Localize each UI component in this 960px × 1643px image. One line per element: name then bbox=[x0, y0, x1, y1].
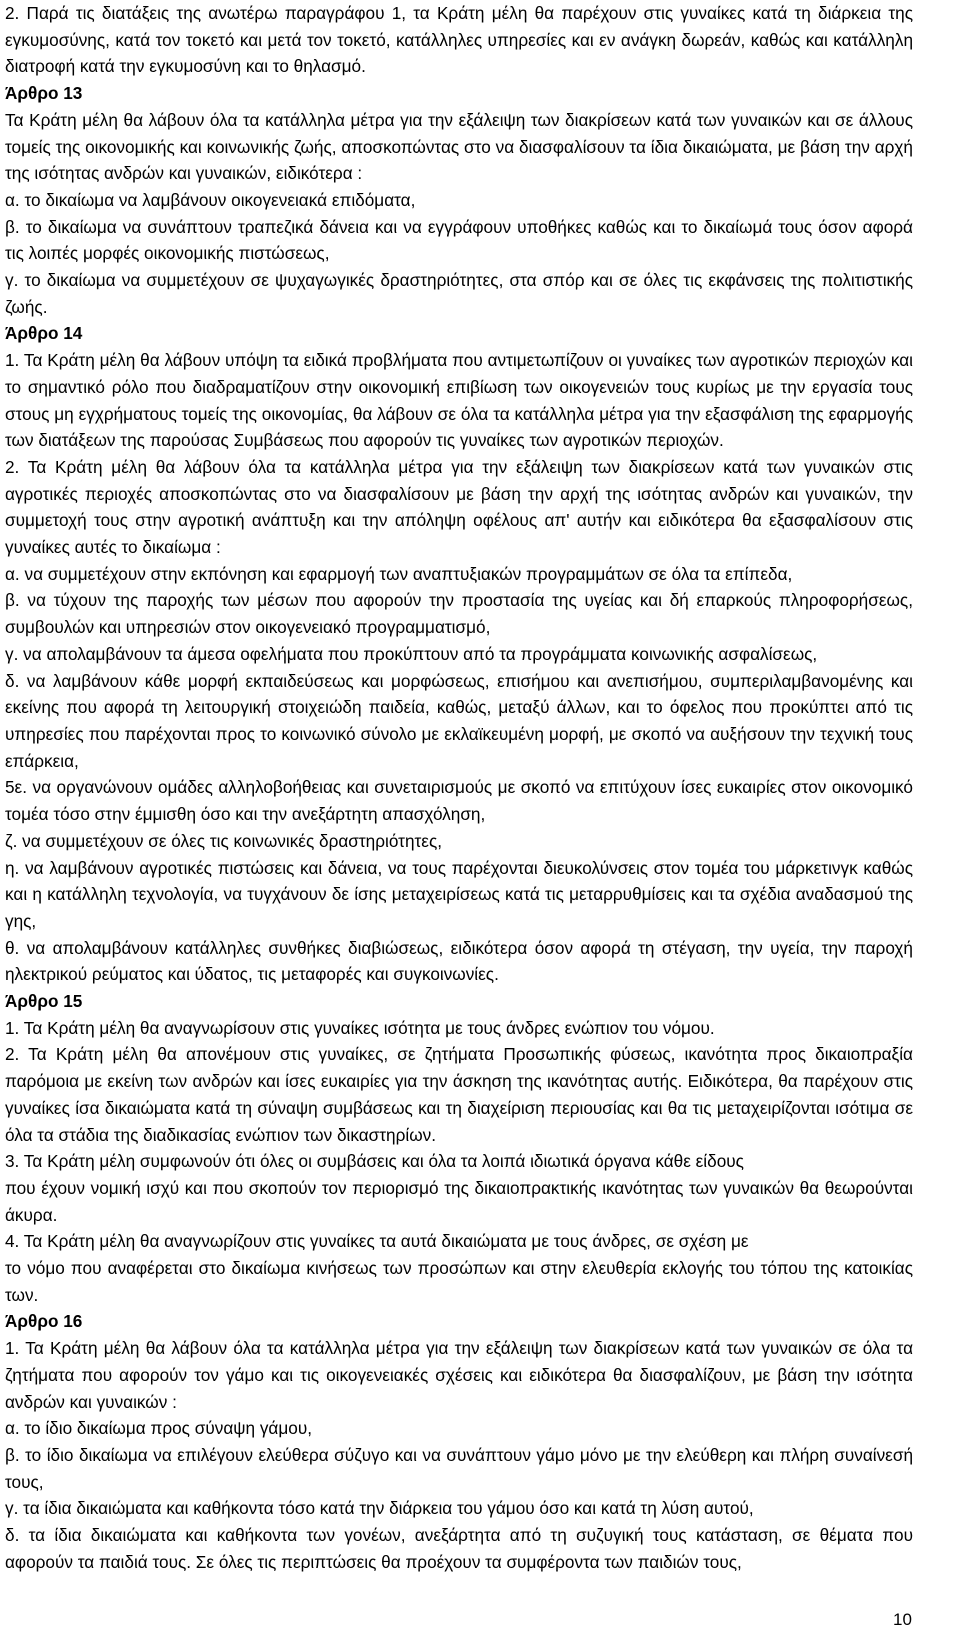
article-14-heading: Άρθρο 14 bbox=[5, 323, 83, 344]
article-14-item-f: ζ. να συμμετέχουν σε όλες τις κοινωνικές δραστηριότητες, bbox=[5, 830, 443, 851]
article-13-item-c: γ. το δικαίωμα να συμμετέχουν σε ψυχαγωγικές δραστηριότητες, στα σπόρ και σε όλες τις εκφάνσεις της πολιτιστικής ζωής. bbox=[5, 270, 913, 317]
article-15-paragraph-2: 2. Τα Κράτη μέλη θα απονέμουν στις γυναίκες, σε ζητήματα Προσωπικής φύσεως, ικανότητα προς δικαιοπραξία παρόμοια με εκείνη των ανδρών και ίσες ευκαιρίες για την άσκηση της ικανότητας αυτής. Ειδικότερα, θα παρέχουν στις γυναίκες ίσα δικαιώματα κατά τη σύναψη συμβάσεως και τη διαχείριση περιουσίας και θα τις μεταχειρίζονται ισότιμα σε όλα τα στάδια της διαδικασίας ενώπιον των δικαστηρίων. bbox=[5, 1044, 913, 1145]
article-14-item-a: α. να συμμετέχουν στην εκπόνηση και εφαρμογή των αναπτυξιακών προγραμμάτων σε όλα τα επίπεδα, bbox=[5, 563, 793, 584]
article-14-paragraph-2: 2. Τα Κράτη μέλη θα λάβουν όλα τα κατάλληλα μέτρα για την εξάλειψη των διακρίσεων κατά των γυναικών στις αγροτικές περιοχές αποσκοπώντας στο να διασφαλίσουν με βάση την αρχή της ισότητας ανδρών και γυναικών, την συμμετοχή τους στην αγροτική ανάπτυξη και την απόληψη οφέλους απ' αυτήν και ειδικότερα θα εξασφαλίσουν στις γυναίκες αυτές το δικαίωμα : bbox=[5, 456, 913, 558]
article-14-item-d: δ. να λαμβάνουν κάθε μορφή εκπαιδεύσεως και μορφώσεως, επισήμου και ανεπισήμου, συμπεριλαμβανομένης και εκείνης που αφορά τη λειτουργική στοιχειώδη παιδεία, καθώς, μεταξύ άλλων, και το όφελος που προκύπτει από τις υπηρεσίες που παρέχονται προς το κοινωνικό σύνολο με εκλαϊκευμένη μορφή, με σκοπό να αυξήσουν την τεχνική τους επάρκεια, bbox=[5, 670, 913, 771]
article-14-item-b: β. να τύχουν της παροχής των μέσων που αφορούν την προστασία της υγείας και δή επαρκούς πληροφορήσεως, συμβουλών και υπηρεσιών στον οικογενειακό προγραμματισμό, bbox=[5, 590, 913, 638]
article-15-paragraph-3-line-1: 3. Τα Κράτη μέλη συμφωνούν ότι όλες οι συμβάσεις και όλα τα λοιπά ιδιωτικά όργανα κάθε είδους bbox=[5, 1151, 744, 1172]
article-13-item-a: α. το δικαίωμα να λαμβάνουν οικογενειακά επιδόματα, bbox=[5, 189, 416, 210]
article-16-item-d: δ. τα ίδια δικαιώματα και καθήκοντα των γονέων, ανεξάρτητα από τη συζυγική τους κατάσταση, σε θέματα που αφορούν τα παιδιά τους. Σε όλες τις περιπτώσεις θα προέχουν τα συμφέροντα των παιδιών τους, bbox=[5, 1525, 913, 1572]
article-15-paragraph-4-line-1: 4. Τα Κράτη μέλη θα αναγνωρίζουν στις γυναίκες τα αυτά δικαιώματα με τους άνδρες, σε σχέση με bbox=[5, 1231, 749, 1252]
paragraph-intro: 2. Παρά τις διατάξεις της ανωτέρω παραγράφου 1, τα Κράτη μέλη θα παρέχουν στις γυναίκες κατά τη διάρκεια της εγκυμοσύνης, κατά τον τοκετό και μετά τον τοκετό, κατάλληλες υπηρεσίες και εν ανάγκη δωρεάν, καθώς και κατάλληλη διατροφή κατά την εγκυμοσύνη και το θηλασμό. bbox=[5, 3, 913, 77]
article-14-paragraph-1: 1. Τα Κράτη μέλη θα λάβουν υπόψη τα ειδικά προβλήματα που αντιμετωπίζουν οι γυναίκες των αγροτικών περιοχών και το σημαντικό ρόλο που διαδραματίζουν στην οικονομική επιβίωση των οικογενειών τους κυρίως με την εργασία τους στους μη εγχρήματους τομείς της οικονομίας, θα λάβουν σε όλα τα κατάλληλα μέτρα για την εξασφάλιση της εφαρμογής των διατάξεων της παρούσας Συμβάσεως που αφορούν τις γυναίκες των αγροτικών περιοχών. bbox=[5, 350, 913, 451]
article-13-heading: Άρθρο 13 bbox=[5, 83, 83, 104]
article-14-item-h: θ. να απολαμβάνουν κατάλληλες συνθήκες διαβιώσεως, ειδικότερα όσον αφορά τη στέγαση, την υγεία, την παροχή ηλεκτρικού ρεύματος και ύδατος, τις μεταφορές και συγκοινωνίες. bbox=[5, 937, 913, 985]
document-body bbox=[5, 0, 913, 1575]
article-16-item-a: α. το ίδιο δικαίωμα προς σύναψη γάμου, bbox=[5, 1418, 313, 1439]
article-13-paragraph: Τα Κράτη μέλη θα λάβουν όλα τα κατάλληλα μέτρα για την εξάλειψη των διακρίσεων κατά των γυναικών και σε άλλους τομείς της οικονομικής και κοινωνικής ζωής, αποσκοπώντας στο να διασφαλίσουν τα ίδια δικαιώματα, με βάση την αρχή της ισότητας ανδρών και γυναικών, ειδικότερα : bbox=[5, 109, 913, 184]
article-15-paragraph-3-line-2: που έχουν νομική ισχύ και που σκοπούν τον περιορισμό της δικαιοπρακτικής ικανότητας των γυναικών θα θεωρούνται άκυρα. bbox=[5, 1177, 913, 1225]
article-15-heading: Άρθρο 15 bbox=[5, 991, 83, 1012]
article-14-item-g: η. να λαμβάνουν αγροτικές πιστώσεις και δάνεια, να τους παρέχονται διευκολύνσεις στον τομέα του μάρκετινγκ καθώς και η κατάλληλη τεχνολογία, να τυγχάνουν δε ίσης μεταχειρίσεως κατά τις μεταρρυθμίσεις και τα σχέδια αναδασμού της γης, bbox=[5, 857, 913, 931]
article-14-item-c: γ. να απολαμβάνουν τα άμεσα οφελήματα που προκύπτουν από τα προγράμματα κοινωνικής ασφαλίσεως, bbox=[5, 643, 818, 664]
article-15-paragraph-1: 1. Τα Κράτη μέλη θα αναγνωρίσουν στις γυναίκες ισότητα με τους άνδρες ενώπιον του νόμου. bbox=[5, 1017, 715, 1038]
page-number: 10 bbox=[893, 1610, 912, 1629]
article-16-paragraph-1: 1. Τα Κράτη μέλη θα λάβουν όλα τα κατάλληλα μέτρα για την εξάλειψη των διακρίσεων κατά των γυναικών σε όλα τα ζητήματα που αφορούν τον γάμο και τις οικογενειακές σχέσεις και ειδικότερα θα διασφαλίζουν, με βάση την ισότητα ανδρών και γυναικών : bbox=[5, 1338, 913, 1412]
article-16-heading: Άρθρο 16 bbox=[5, 1311, 83, 1332]
article-16-item-c: γ. τα ίδια δικαιώματα και καθήκοντα τόσο κατά την διάρκεια του γάμου όσο και κατά τη λύση αυτού, bbox=[5, 1498, 754, 1519]
article-16-item-b: β. το ίδιο δικαίωμα να επιλέγουν ελεύθερα σύζυγο και να συνάπτουν γάμο μόνο με την ελεύθερη και πλήρη συναίνεσή τους, bbox=[5, 1444, 913, 1492]
article-13-item-b: β. το δικαίωμα να συνάπτουν τραπεζικά δάνεια και να εγγράφουν υποθήκες καθώς και το δικαίωμά τους όσον αφορά τις λοιπές μορφές οικονομικής πιστώσεως, bbox=[5, 216, 913, 264]
article-14-item-e: 5ε. να οργανώνουν ομάδες αλληλοβοήθειας και συνεταιρισμούς με σκοπό να επιτύχουν ίσες ευκαιρίες στον οικονομικό τομέα τόσο στην έμμισθη όσο και την ανεξάρτητη απασχόληση, bbox=[5, 777, 913, 825]
article-15-paragraph-4-line-2: το νόμο που αναφέρεται στο δικαίωμα κινήσεως των προσώπων και στην ελευθερία εκλογής του τόπου της κατοικίας των. bbox=[5, 1258, 913, 1305]
